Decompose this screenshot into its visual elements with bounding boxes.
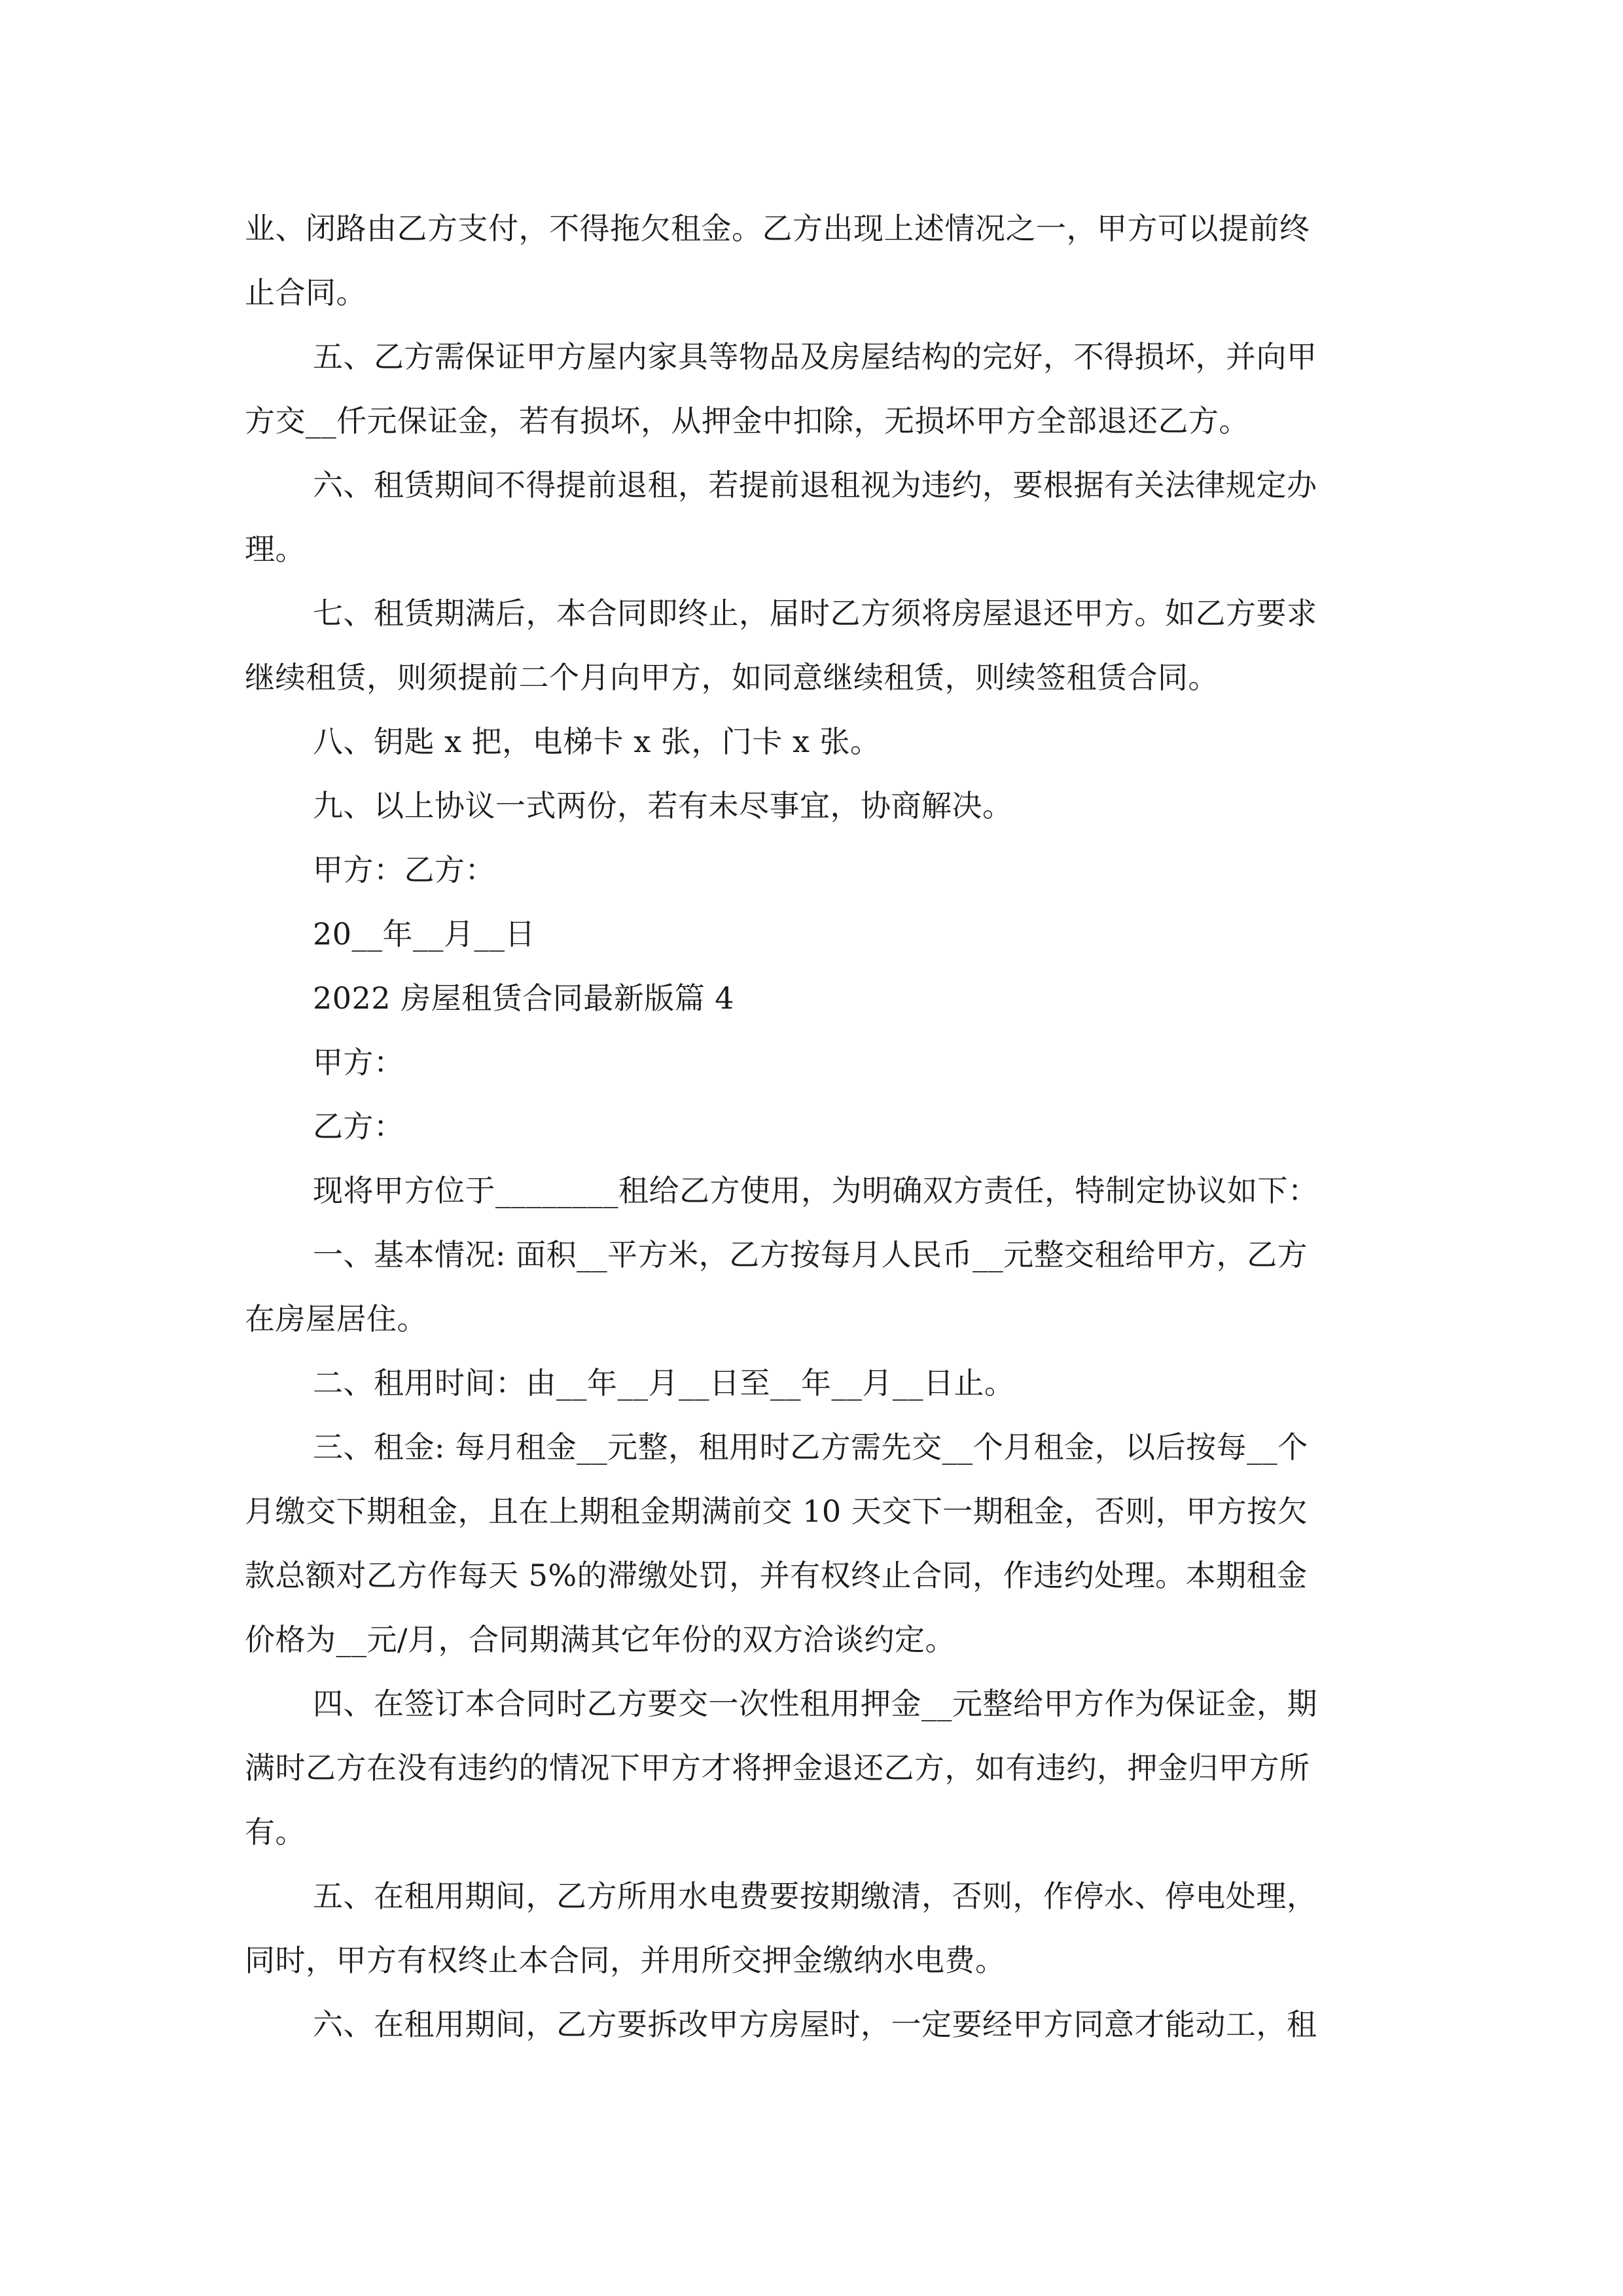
paragraph (245, 453, 1387, 581)
text-line: 款总额对乙方作每天 5%的滞缴处罚，并有权终止合同，作违约处理。本期租金 (245, 1558, 1308, 1593)
text-line: 甲方：乙方： (313, 852, 495, 888)
paragraph (245, 1415, 1387, 1672)
text-line: 六、租赁期间不得提前退租，若提前退租视为违约，要根据有关法律规定办 (313, 467, 1317, 503)
text-line: 满时乙方在没有违约的情况下甲方才将押金退还乙方，如有违约，押金归甲方所 (245, 1750, 1310, 1785)
paragraph (245, 1992, 1387, 2056)
text-line: 业、闭路由乙方支付，不得拖欠租金。乙方出现上述情况之一，甲方可以提前终 (245, 211, 1310, 246)
text-line: 同时，甲方有权终止本合同，并用所交押金缴纳水电费。 (245, 1943, 1006, 1978)
text-line: 七、租赁期满后，本合同即终止，届时乙方须将房屋退还甲方。如乙方要求 (313, 596, 1317, 631)
text-line: 2022 房屋租赁合同最新版篇 4 (313, 980, 735, 1016)
paragraph (245, 838, 1387, 902)
document-body (245, 196, 1387, 2056)
text-line: 在房屋居住。 (245, 1301, 427, 1336)
text-line: 止合同。 (245, 275, 366, 310)
text-line: 四、在签订本合同时乙方要交一次性租用押金__元整给甲方作为保证金，期 (313, 1686, 1317, 1721)
text-line: 九、以上协议一式两份，若有未尽事宜，协商解决。 (313, 788, 1013, 823)
text-line: 方交__仟元保证金，若有损坏，从押金中扣除，无损坏甲方全部退还乙方。 (245, 403, 1249, 439)
paragraph (245, 1351, 1387, 1415)
text-line: 五、在租用期间，乙方所用水电费要按期缴清，否则，作停水、停电处理， (313, 1878, 1317, 1914)
paragraph (245, 581, 1387, 709)
paragraph (245, 196, 1387, 325)
text-line: 六、在租用期间，乙方要拆改甲方房屋时，一定要经甲方同意才能动工，租 (313, 2007, 1317, 2042)
text-line: 理。 (245, 531, 306, 567)
paragraph (245, 774, 1387, 838)
text-line: 有。 (245, 1814, 306, 1850)
text-line: 五、乙方需保证甲方屋内家具等物品及房屋结构的完好，不得损坏，并向甲 (313, 339, 1317, 374)
paragraph (245, 709, 1387, 774)
paragraph (245, 1864, 1387, 1992)
paragraph (245, 325, 1387, 453)
paragraph (245, 1094, 1387, 1158)
paragraph (245, 966, 1387, 1030)
text-line: 月缴交下期租金，且在上期租金期满前交 10 天交下一期租金，否则，甲方按欠 (245, 1494, 1308, 1529)
text-line: 现将甲方位于________租给乙方使用，为明确双方责任，特制定协议如下： (313, 1173, 1319, 1208)
text-line: 价格为__元/月，合同期满其它年份的双方洽谈约定。 (245, 1622, 955, 1657)
text-line: 甲方： (313, 1045, 404, 1080)
paragraph (245, 902, 1387, 966)
text-line: 乙方： (313, 1109, 404, 1144)
paragraph (245, 1158, 1387, 1223)
paragraph (245, 1030, 1387, 1094)
text-line: 一、基本情况: 面积__平方米，乙方按每月人民币__元整交租给甲方，乙方 (313, 1237, 1308, 1272)
text-line: 三、租金: 每月租金__元整，租用时乙方需先交__个月租金，以后按每__个 (313, 1429, 1308, 1465)
paragraph (245, 1672, 1387, 1864)
text-line: 八、钥匙 x 把，电梯卡 x 张，门卡 x 张。 (313, 724, 881, 759)
text-line: 20__年__月__日 (313, 916, 536, 952)
text-line: 二、租用时间：由__年__月__日至__年__月__日止。 (313, 1365, 1015, 1401)
text-line: 继续租赁，则须提前二个月向甲方，如同意继续租赁，则续签租赁合同。 (245, 660, 1219, 695)
paragraph (245, 1223, 1387, 1351)
